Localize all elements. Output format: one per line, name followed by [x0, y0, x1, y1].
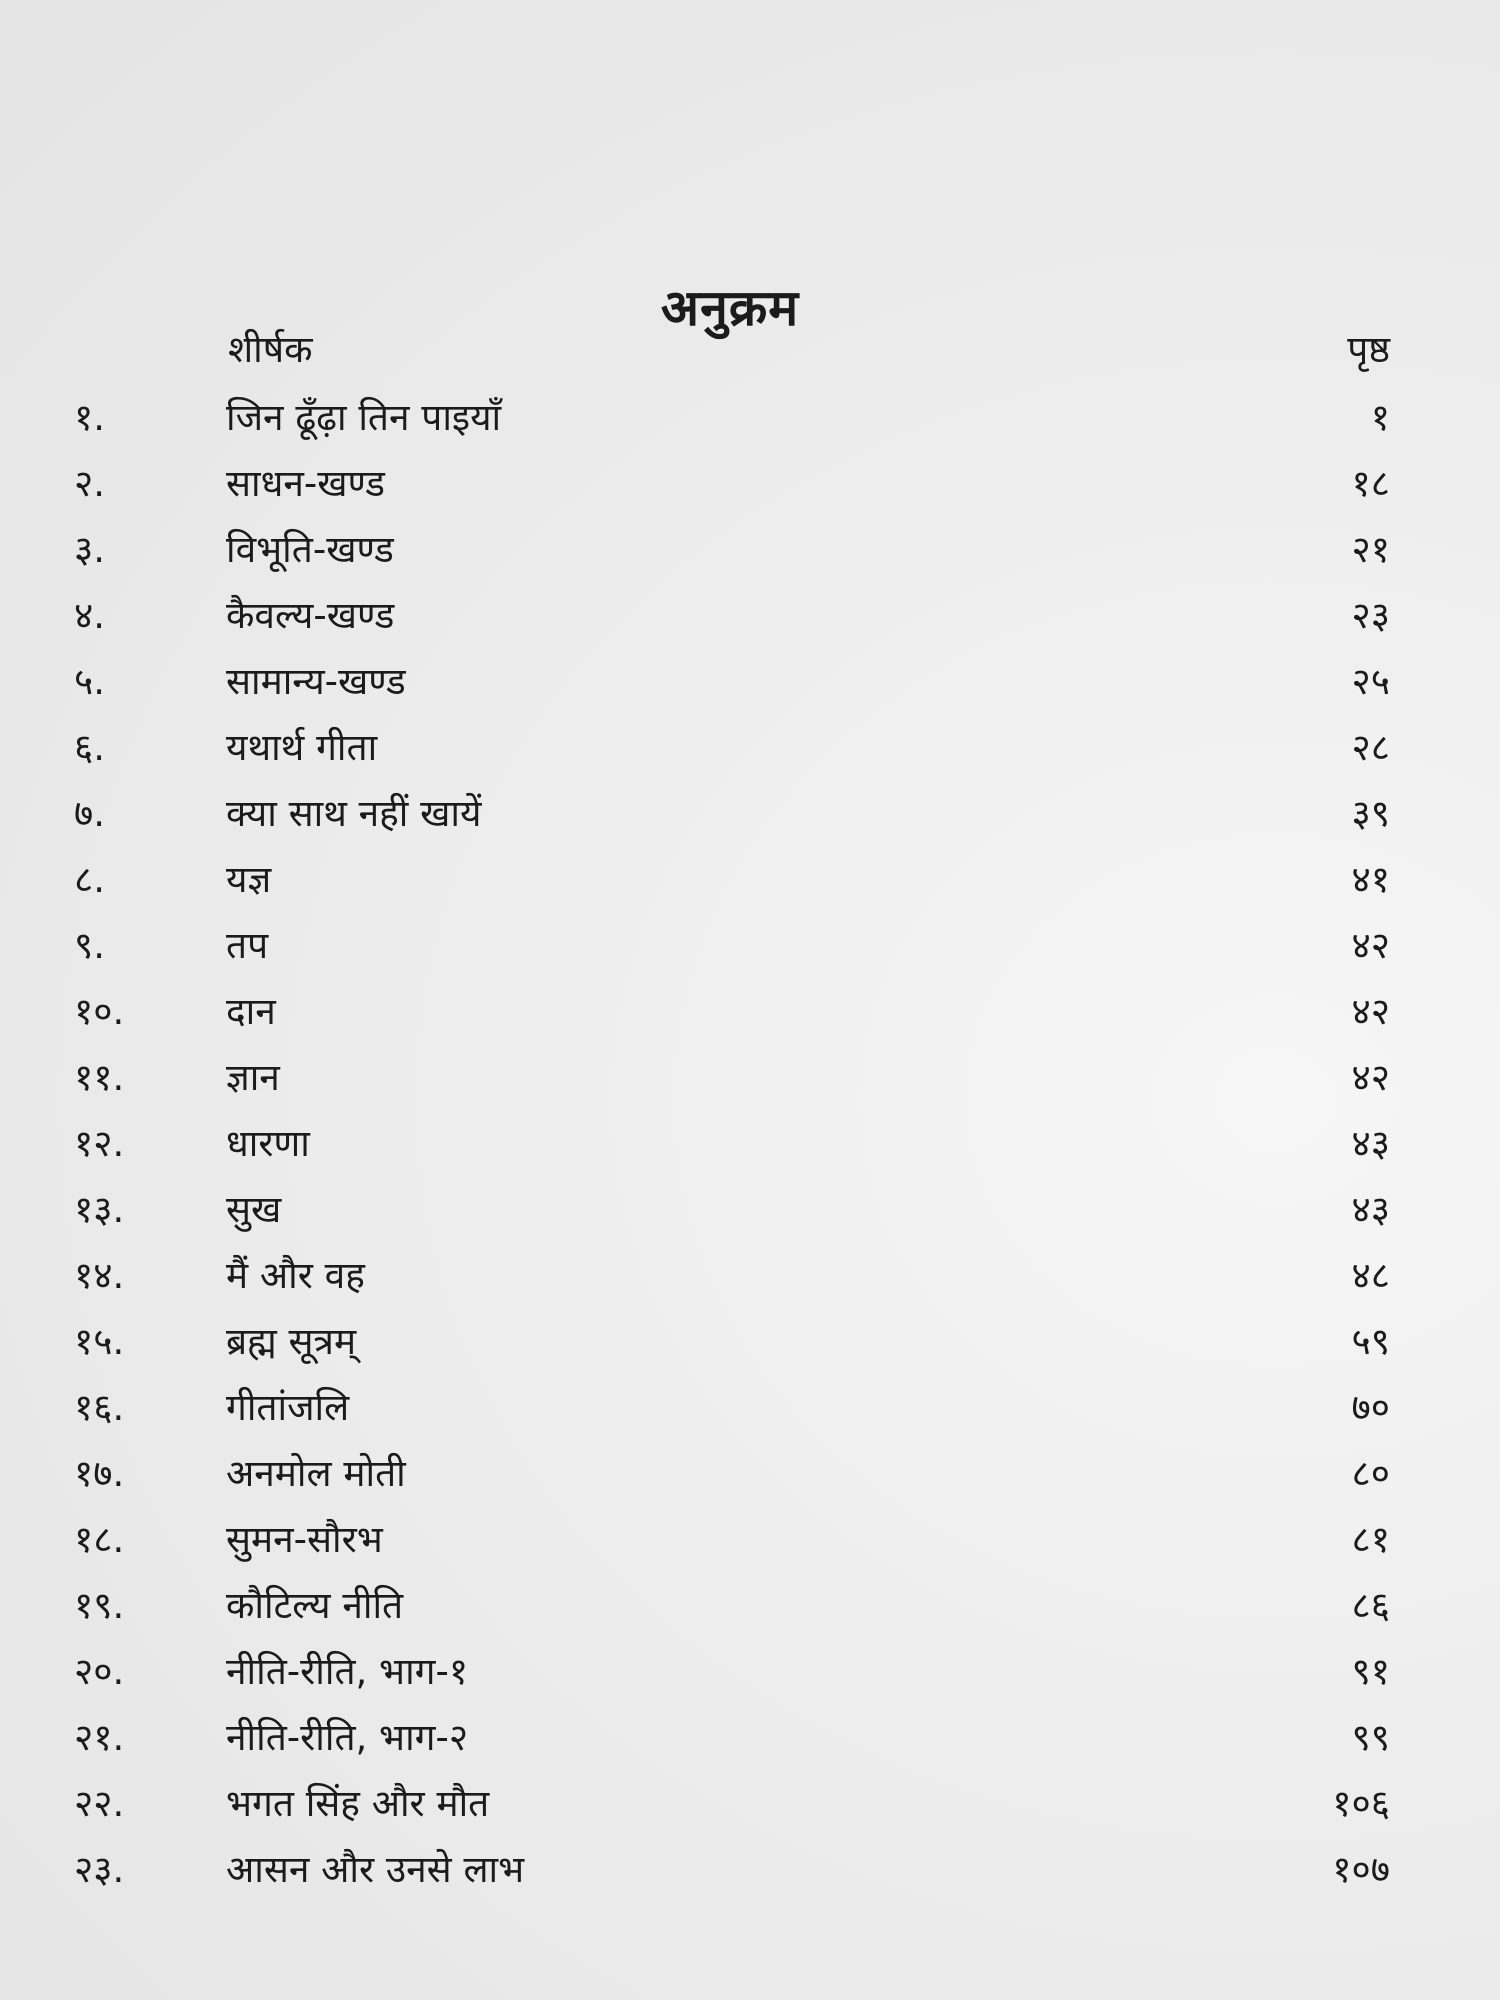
- toc-entry: [0, 1638, 1500, 1704]
- entry-number: २३.: [74, 1848, 125, 1891]
- toc-entry: [0, 978, 1500, 1044]
- toc-entry: [0, 1836, 1500, 1902]
- toc-entry: [0, 714, 1500, 780]
- toc-entry: [0, 516, 1500, 582]
- entry-page-number: ८६: [1351, 1584, 1390, 1627]
- entry-title: ब्रह्म सूत्रम्: [226, 1320, 357, 1363]
- toc-entry: [0, 1044, 1500, 1110]
- entry-number: १९.: [74, 1584, 125, 1627]
- entry-number: २.: [74, 462, 106, 505]
- toc-entry: [0, 912, 1500, 978]
- entry-page-number: ८०: [1351, 1452, 1390, 1495]
- entry-title: विभूति-खण्ड: [226, 528, 394, 571]
- entry-page-number: ३९: [1351, 792, 1390, 835]
- toc-entry: [0, 1506, 1500, 1572]
- entry-title: कैवल्य-खण्ड: [226, 594, 395, 637]
- entry-number: १५.: [74, 1320, 125, 1363]
- toc-entry: [0, 1176, 1500, 1242]
- entry-number: १२.: [74, 1122, 125, 1165]
- entry-number: १६.: [74, 1386, 125, 1429]
- entry-title: सुमन-सौरभ: [226, 1518, 383, 1561]
- column-header-page: पृष्ठ: [1347, 328, 1390, 371]
- entry-number: १३.: [74, 1188, 125, 1231]
- entry-number: २२.: [74, 1782, 125, 1825]
- toc-entry: [0, 1374, 1500, 1440]
- entry-title: सुख: [226, 1188, 282, 1231]
- table-of-contents: [0, 384, 1500, 1902]
- toc-entry: [0, 846, 1500, 912]
- entry-page-number: ४३: [1351, 1122, 1390, 1165]
- toc-entry: [0, 582, 1500, 648]
- entry-title: क्या साथ नहीं खायें: [226, 792, 482, 835]
- entry-title: ज्ञान: [226, 1056, 280, 1099]
- entry-number: ८.: [74, 858, 106, 901]
- entry-number: ५.: [74, 660, 106, 703]
- toc-entry: [0, 450, 1500, 516]
- entry-number: १.: [74, 396, 106, 439]
- entry-page-number: २३: [1351, 594, 1390, 637]
- column-header-title: शीर्षक: [228, 328, 313, 371]
- entry-page-number: १८: [1351, 462, 1390, 505]
- entry-title: यथार्थ गीता: [226, 726, 378, 769]
- entry-page-number: ४३: [1351, 1188, 1390, 1231]
- toc-entry: [0, 1770, 1500, 1836]
- entry-page-number: १: [1370, 396, 1390, 439]
- entry-number: ११.: [74, 1056, 125, 1099]
- toc-entry: [0, 1704, 1500, 1770]
- entry-title: गीतांजलि: [226, 1386, 350, 1429]
- entry-number: ४.: [74, 594, 106, 637]
- entry-number: १४.: [74, 1254, 125, 1297]
- entry-number: ६.: [74, 726, 106, 769]
- entry-page-number: ४२: [1351, 1056, 1390, 1099]
- toc-entry: [0, 1242, 1500, 1308]
- entry-page-number: ४२: [1351, 924, 1390, 967]
- entry-title: आसन और उनसे लाभ: [226, 1848, 525, 1891]
- toc-entry: [0, 384, 1500, 450]
- entry-title: नीति-रीति, भाग-१: [226, 1650, 469, 1693]
- entry-number: १८.: [74, 1518, 125, 1561]
- entry-page-number: ८१: [1351, 1518, 1390, 1561]
- entry-page-number: ४१: [1351, 858, 1390, 901]
- entry-page-number: २१: [1351, 528, 1390, 571]
- entry-page-number: ९१: [1351, 1650, 1390, 1693]
- entry-title: कौटिल्य नीति: [226, 1584, 404, 1627]
- toc-entry: [0, 1308, 1500, 1374]
- entry-title: भगत सिंह और मौत: [226, 1782, 490, 1825]
- entry-number: १७.: [74, 1452, 125, 1495]
- entry-page-number: १०६: [1332, 1782, 1390, 1825]
- entry-page-number: ४८: [1351, 1254, 1390, 1297]
- entry-title: दान: [226, 990, 276, 1033]
- entry-title: सामान्य-खण्ड: [226, 660, 406, 703]
- entry-page-number: २५: [1351, 660, 1390, 703]
- toc-entry: [0, 1110, 1500, 1176]
- entry-number: ९.: [74, 924, 106, 967]
- entry-title: यज्ञ: [226, 858, 272, 901]
- entry-page-number: ४२: [1351, 990, 1390, 1033]
- toc-entry: [0, 780, 1500, 846]
- entry-page-number: ९९: [1351, 1716, 1390, 1759]
- toc-entry: [0, 1440, 1500, 1506]
- entry-page-number: ५९: [1351, 1320, 1390, 1363]
- toc-entry: [0, 648, 1500, 714]
- toc-entry: [0, 1572, 1500, 1638]
- entry-page-number: २८: [1351, 726, 1390, 769]
- page-heading: अनुक्रम: [660, 278, 800, 337]
- entry-number: २१.: [74, 1716, 125, 1759]
- entry-title: नीति-रीति, भाग-२: [226, 1716, 469, 1759]
- entry-number: १०.: [74, 990, 125, 1033]
- entry-title: धारणा: [226, 1122, 310, 1165]
- entry-page-number: ७०: [1351, 1386, 1390, 1429]
- entry-title: अनमोल मोती: [226, 1452, 406, 1495]
- entry-title: मैं और वह: [226, 1254, 365, 1297]
- entry-page-number: १०७: [1332, 1848, 1390, 1891]
- entry-number: २०.: [74, 1650, 125, 1693]
- entry-title: तप: [226, 924, 269, 967]
- entry-number: ७.: [74, 792, 106, 835]
- entry-title: जिन ढूँढ़ा तिन पाइयाँ: [226, 396, 502, 439]
- entry-number: ३.: [74, 528, 106, 571]
- entry-title: साधन-खण्ड: [226, 462, 385, 505]
